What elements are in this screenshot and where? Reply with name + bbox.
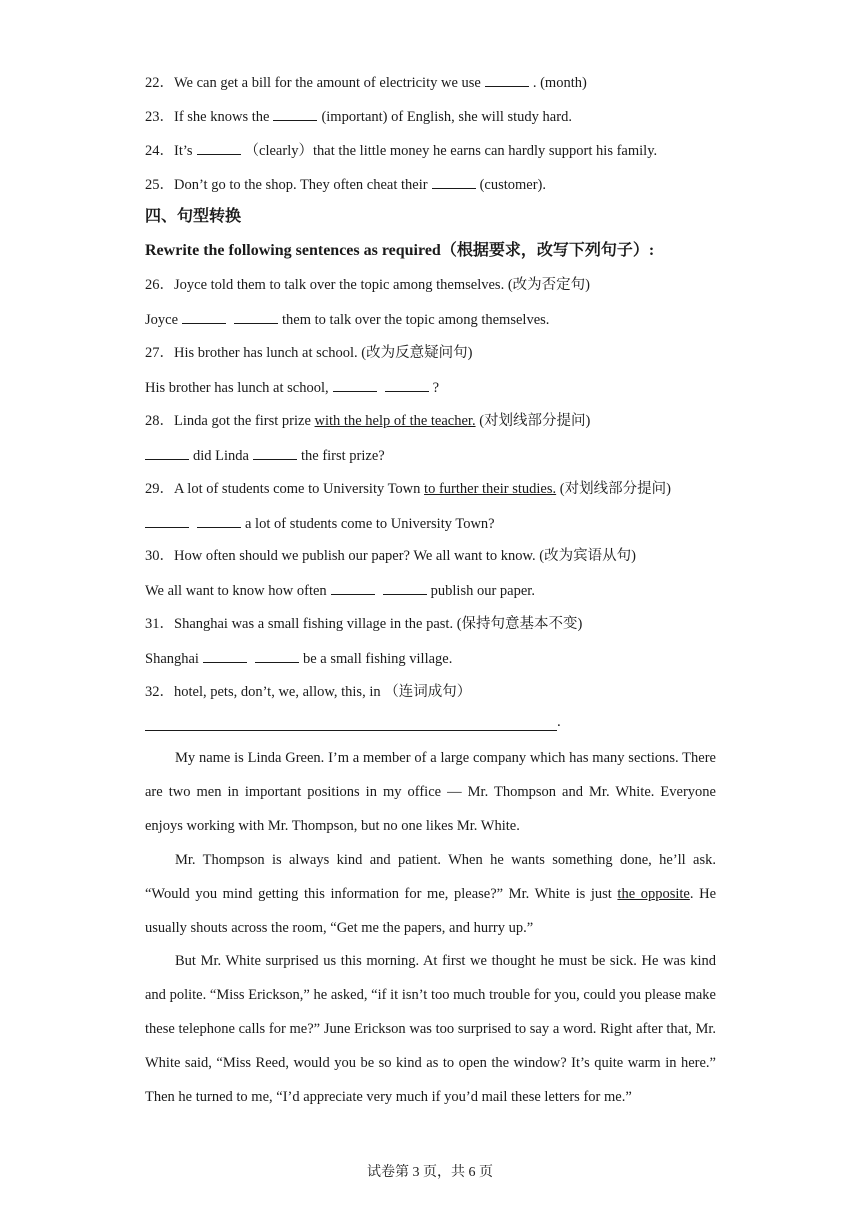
- passage-paragraph-2: [145, 843, 716, 945]
- answer-blank[interactable]: [383, 580, 427, 595]
- answer-blank[interactable]: [485, 72, 529, 87]
- underlined-phrase: with the help of the teacher.: [314, 413, 476, 429]
- question-text: Shanghai was a small fishing village in the past. (保持句意基本不变): [174, 616, 583, 632]
- answer-suffix: ?: [432, 380, 440, 396]
- question-text: His brother has lunch at school. (改为反意疑问句): [174, 345, 473, 361]
- question-hint: (对划线部分提问): [479, 413, 591, 429]
- page-footer: 试卷第 3 页，共 6 页: [367, 1165, 493, 1180]
- underlined-phrase: to further their studies.: [424, 481, 557, 497]
- answer-blank[interactable]: [385, 377, 429, 392]
- question-hint: (important) of English, she will study hard.: [321, 109, 572, 125]
- question-hint: . (month): [532, 75, 587, 91]
- question-number: 32．: [145, 684, 174, 700]
- question-32: [145, 682, 471, 702]
- answer-blank[interactable]: [145, 513, 189, 528]
- answer-line-29: [145, 513, 495, 534]
- question-text: If she knows the: [174, 109, 270, 125]
- question-24: [145, 140, 657, 161]
- answer-blank[interactable]: [145, 445, 189, 460]
- question-26: [145, 275, 590, 295]
- answer-blank[interactable]: [331, 580, 375, 595]
- question-30: [145, 546, 636, 566]
- answer-blank[interactable]: [197, 140, 241, 155]
- question-number: 28．: [145, 413, 174, 429]
- answer-blank[interactable]: [333, 377, 377, 392]
- paragraph-text: . He usually shouts across the room, “Get me the papers, and hurry up.”: [145, 886, 717, 936]
- answer-line-26: [145, 309, 549, 330]
- underlined-phrase: the opposite: [617, 886, 690, 902]
- answer-blank[interactable]: [432, 174, 476, 189]
- answer-blank[interactable]: [182, 309, 226, 324]
- question-number: 26．: [145, 277, 174, 293]
- answer-prefix: Shanghai: [145, 651, 199, 667]
- answer-suffix: them to talk over the topic among themselves.: [282, 312, 550, 328]
- passage-paragraph-3: But Mr. White surprised us this morning. At first we thought he must be sick. He was kind and polite. “Miss Erickson,” he asked, “if it isn’t too much trouble for you, could you please make these telephone calls for me?” June Erickson was too surprised to say a word. Right after that, Mr. White said, “Miss Reed, would you be so kind as to open the window? It’s quite warm in here.” Then he turned to me, “I’d appreciate very much if you’d mail these letters for me.”: [145, 953, 716, 1105]
- question-29: [145, 479, 671, 499]
- question-text: Joyce told them to talk over the topic among themselves. (改为否定句): [174, 277, 590, 293]
- answer-prefix: His brother has lunch at school,: [145, 380, 329, 396]
- question-31: [145, 614, 582, 634]
- answer-suffix: the first prize?: [300, 448, 385, 464]
- question-text: We can get a bill for the amount of electricity we use: [174, 75, 481, 91]
- answer-blank[interactable]: [255, 648, 299, 663]
- paragraph-text: Mr. Thompson is always kind and patient. When he wants something done, he’ll ask. “Would you mind getting this information for me, please?” Mr. White is just: [145, 852, 716, 902]
- question-number: 25．: [145, 177, 174, 193]
- answer-blank[interactable]: [253, 445, 297, 460]
- question-number: 23．: [145, 109, 174, 125]
- question-text: It’s: [174, 143, 193, 159]
- passage-paragraph-1: My name is Linda Green. I’m a member of a large company which has many sections. There are two men in important positions in my office — Mr. Thompson and Mr. White. Everyone enjoys working with Mr. Thompson, but no one likes Mr. White.: [145, 750, 716, 834]
- question-text: A lot of students come to University Town: [174, 481, 421, 497]
- question-28: [145, 411, 590, 431]
- answer-line-27: [145, 377, 439, 398]
- answer-blank[interactable]: [197, 513, 241, 528]
- answer-blank[interactable]: [273, 106, 317, 121]
- question-text: hotel, pets, don’t, we, allow, this, in （连词成句）: [174, 684, 472, 700]
- question-number: 30．: [145, 548, 174, 564]
- answer-period: .: [557, 714, 561, 730]
- question-hint: (customer).: [479, 177, 546, 193]
- question-27: [145, 343, 472, 363]
- answer-suffix: be a small fishing village.: [302, 651, 453, 667]
- section-title: 四、句型转换: [145, 208, 242, 225]
- answer-long-blank[interactable]: [145, 718, 557, 731]
- question-text: Linda got the first prize: [174, 413, 311, 429]
- answer-suffix: a lot of students come to University Town?: [245, 516, 495, 532]
- question-23: [145, 106, 572, 127]
- question-25: [145, 174, 546, 195]
- answer-line-31: [145, 648, 452, 669]
- question-hint: (对划线部分提问): [559, 481, 671, 497]
- section-instruction: Rewrite the following sentences as required（根据要求，改写下列句子）:: [145, 242, 655, 259]
- question-text: How often should we publish our paper? We all want to know. (改为宾语从句): [174, 548, 636, 564]
- answer-blank[interactable]: [203, 648, 247, 663]
- answer-line-30: [145, 580, 535, 601]
- question-hint: （clearly）that the little money he earns can hardly support his family.: [244, 143, 658, 159]
- answer-line-28: [145, 445, 385, 466]
- question-number: 31．: [145, 616, 174, 632]
- answer-suffix: publish our paper.: [430, 583, 535, 599]
- answer-prefix: Joyce: [145, 312, 179, 328]
- question-number: 24．: [145, 143, 174, 159]
- question-number: 22．: [145, 75, 174, 91]
- answer-blank[interactable]: [234, 309, 278, 324]
- question-text: Don’t go to the shop. They often cheat their: [174, 177, 428, 193]
- question-22: [145, 72, 587, 93]
- question-number: 29．: [145, 481, 174, 497]
- answer-prefix: We all want to know how often: [145, 583, 327, 599]
- question-number: 27．: [145, 345, 174, 361]
- answer-middle: did Linda: [193, 448, 249, 464]
